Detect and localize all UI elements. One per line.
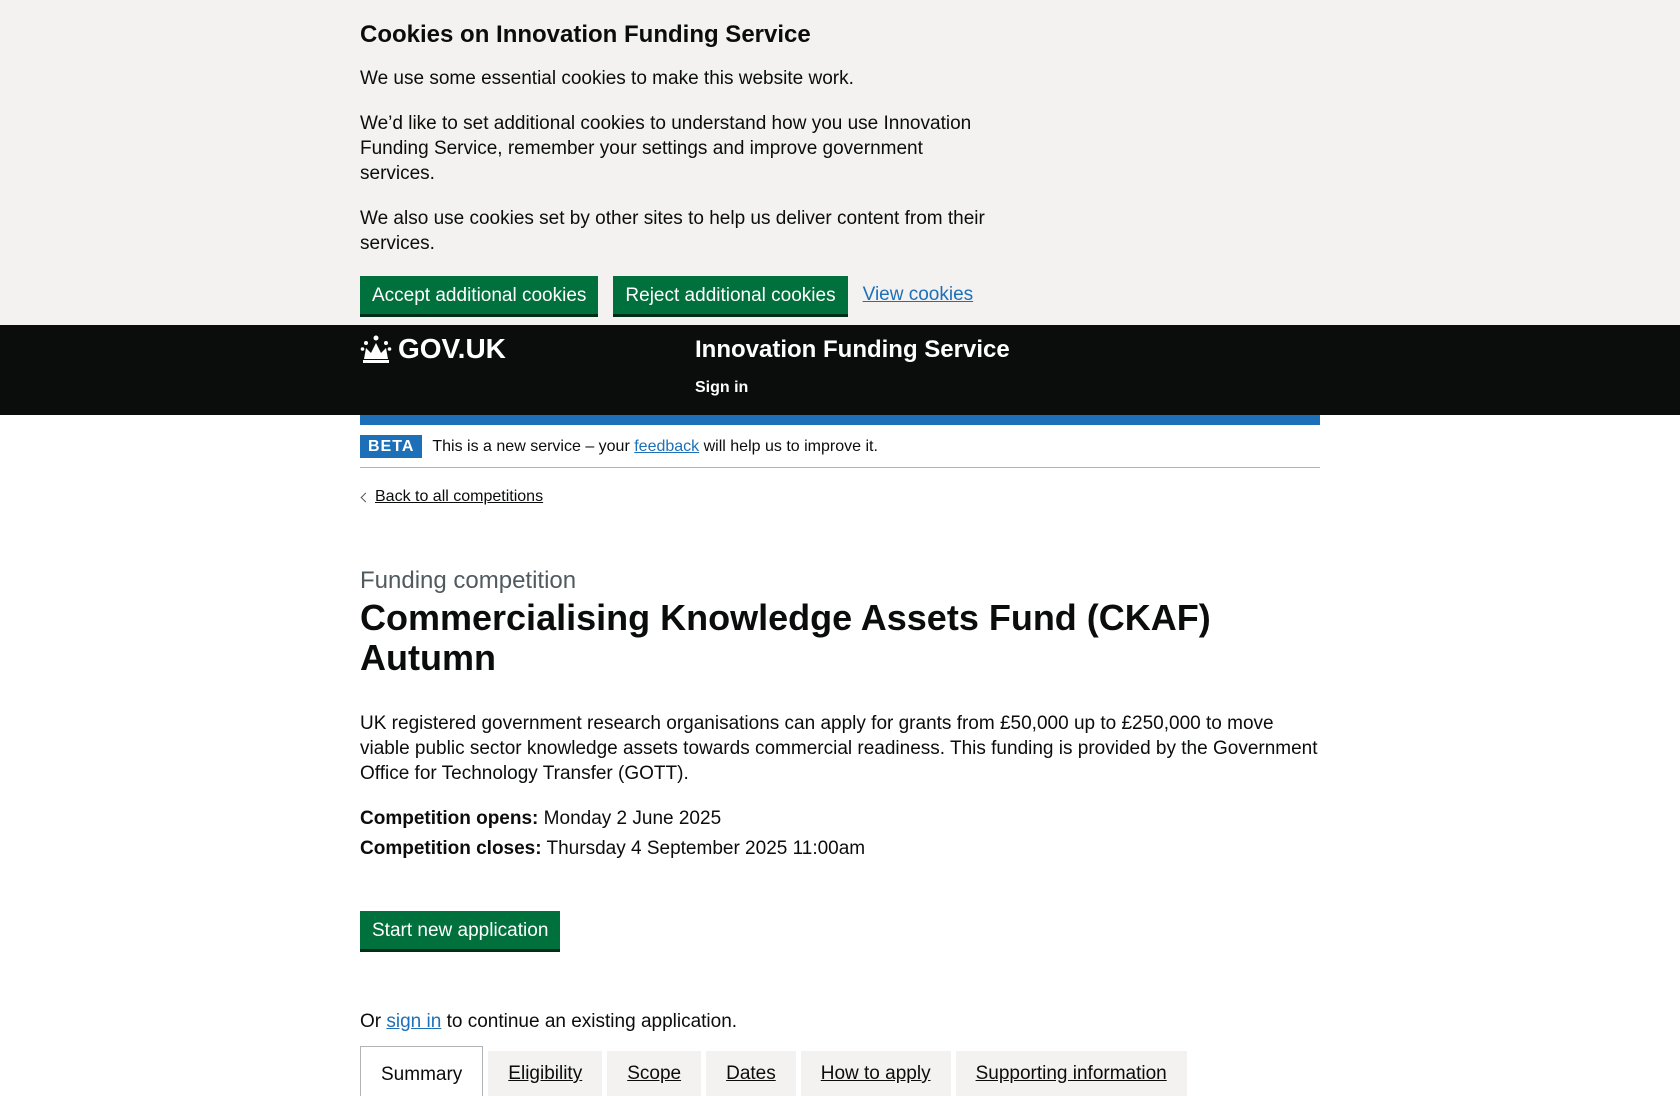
sign-in-prompt — [360, 1011, 1320, 1033]
chevron-left-icon — [361, 492, 371, 502]
page-title: Commercialising Knowledge Assets Fund (CKAF) Autumn — [360, 597, 1211, 678]
govuk-logo-link[interactable] — [360, 325, 506, 365]
govuk-logo-text: GOV.UK — [398, 333, 506, 364]
opens-label: Competition opens: — [360, 808, 539, 829]
accept-cookies-button[interactable]: Accept additional cookies — [360, 276, 598, 314]
phase-banner-text — [432, 438, 878, 456]
cookie-banner — [0, 0, 1680, 325]
cookie-banner-actions — [360, 276, 1320, 314]
sign-in-link[interactable]: sign in — [386, 1011, 442, 1032]
competition-dates — [360, 804, 1320, 864]
competition-opens — [360, 804, 1320, 834]
start-new-application-button[interactable]: Start new application — [360, 911, 560, 949]
page-caption: Funding competition — [360, 567, 577, 594]
competition-description: UK registered government research organisations can apply for grants from £50,000 up to £250,000 to move viable public sector knowledge assets towards commercial readiness. This funding is provided by the Government Office for Technology Transfer (GOTT). — [360, 713, 1318, 784]
cookie-banner-text-additional: We’d like to set additional cookies to understand how you use Innovation Funding Service, remember your settings and improve government services. — [360, 113, 972, 184]
site-header — [0, 325, 1680, 415]
tab-dates[interactable]: Dates — [706, 1051, 796, 1096]
closes-value: Thursday 4 September 2025 11:00am — [541, 838, 866, 859]
service-name-link[interactable]: Innovation Funding Service — [695, 336, 1010, 363]
view-cookies-link[interactable]: View cookies — [862, 284, 974, 305]
header-sign-in-link[interactable]: Sign in — [695, 379, 749, 396]
competition-tabs — [360, 1051, 1320, 1096]
tab-how-to-apply[interactable]: How to apply — [801, 1051, 951, 1096]
competition-closes — [360, 834, 1320, 864]
cookie-banner-text-essential: We use some essential cookies to make this website work. — [360, 68, 854, 89]
phase-text-after: will help us to improve it. — [699, 437, 878, 455]
tab-scope[interactable]: Scope — [607, 1051, 701, 1096]
tab-summary[interactable]: Summary — [360, 1046, 483, 1096]
or-text: Or — [360, 1011, 387, 1032]
service-nav — [695, 335, 1010, 397]
tab-eligibility[interactable]: Eligibility — [488, 1051, 602, 1096]
crown-icon — [360, 334, 392, 364]
continue-text: to continue an existing application. — [441, 1011, 738, 1032]
back-to-competitions-link[interactable]: Back to all competitions — [375, 488, 544, 505]
beta-tag: BETA — [360, 435, 422, 458]
feedback-link[interactable]: feedback — [634, 437, 700, 455]
cookie-banner-heading: Cookies on Innovation Funding Service — [360, 21, 811, 48]
header-blue-bar — [360, 415, 1320, 425]
start-container — [360, 911, 1320, 949]
back-link-container — [360, 488, 1320, 506]
phase-banner — [360, 425, 1320, 468]
cookie-banner-text-third-party: We also use cookies set by other sites to help us deliver content from their services. — [360, 208, 985, 254]
phase-text-before: This is a new service – your — [432, 437, 635, 455]
closes-label: Competition closes: — [360, 838, 542, 859]
opens-value: Monday 2 June 2025 — [538, 808, 722, 829]
tab-supporting-information[interactable]: Supporting information — [956, 1051, 1187, 1096]
reject-cookies-button[interactable]: Reject additional cookies — [613, 276, 847, 314]
